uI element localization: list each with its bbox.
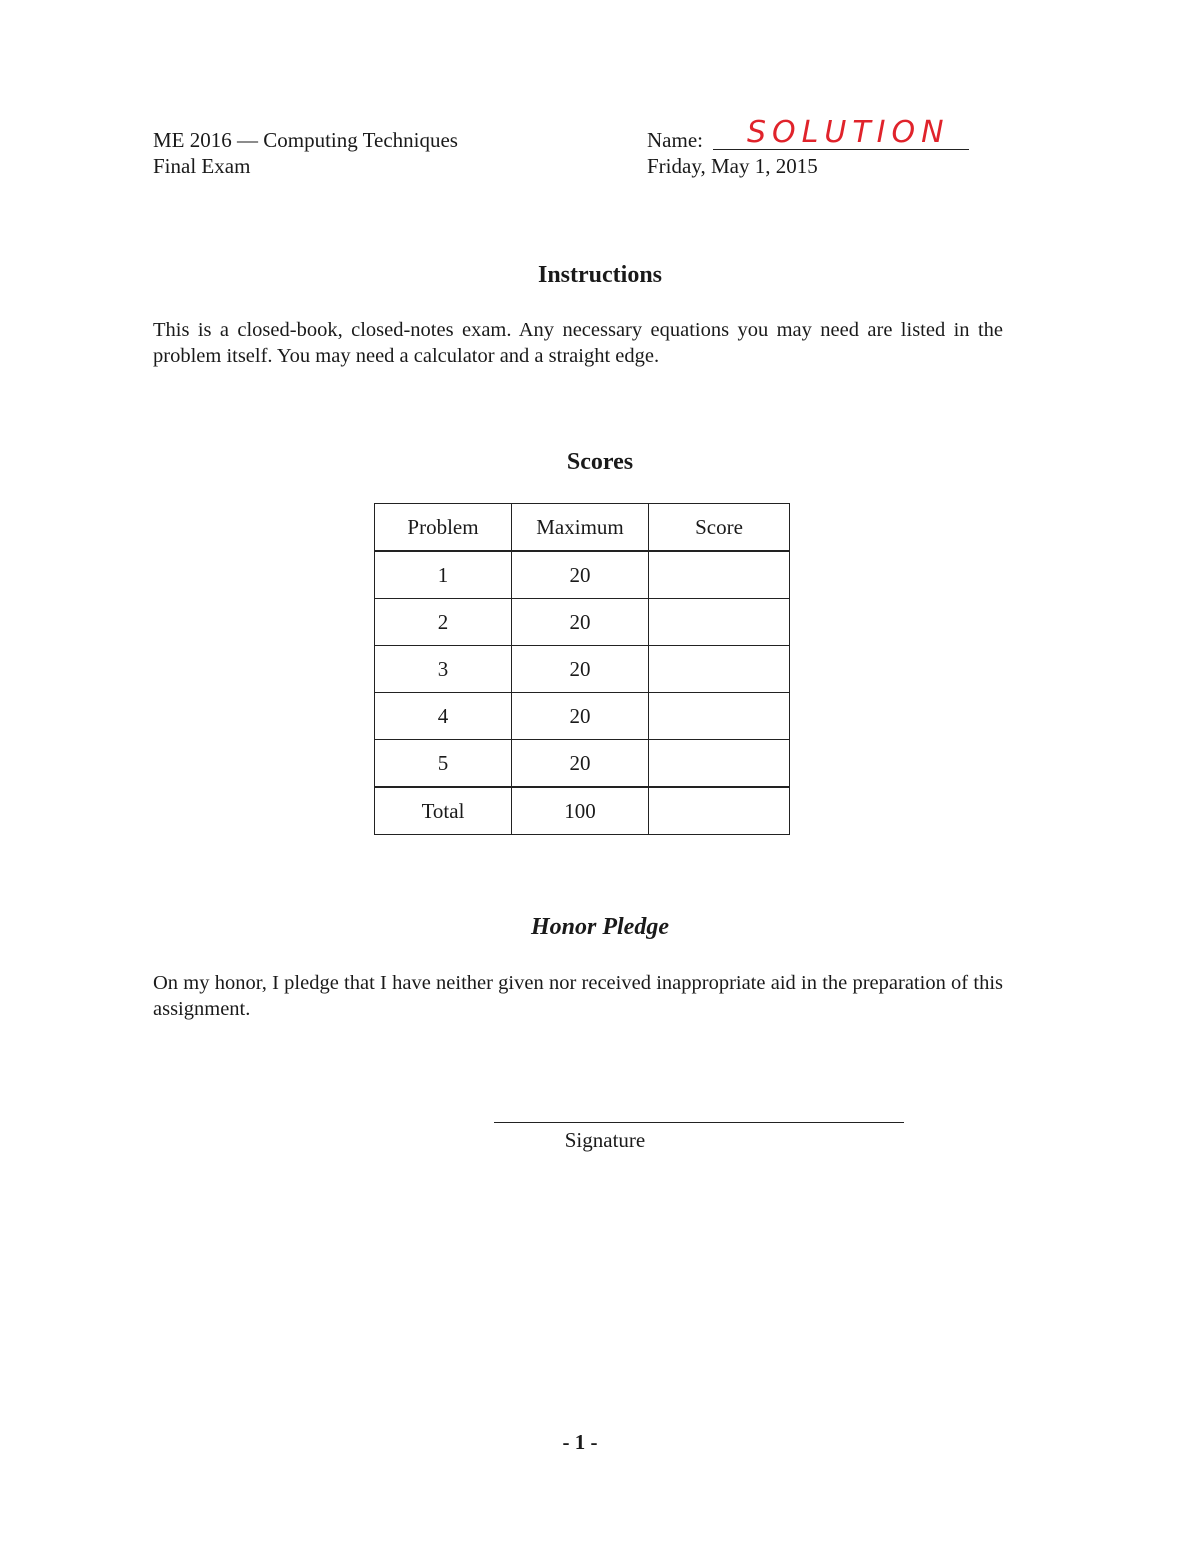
problem-cell: 3 bbox=[375, 646, 512, 693]
honor-pledge-heading: Honor Pledge bbox=[531, 914, 669, 940]
page-number: - 1 - bbox=[562, 1430, 598, 1454]
table-row bbox=[375, 740, 790, 788]
instructions-heading: Instructions bbox=[537, 262, 663, 288]
scores-table bbox=[374, 503, 790, 835]
signature-label: Signature bbox=[564, 1128, 646, 1152]
total-maximum-cell: 100 bbox=[512, 787, 649, 835]
maximum-cell: 20 bbox=[512, 740, 649, 788]
table-row bbox=[375, 693, 790, 740]
table-header-row bbox=[375, 504, 790, 552]
score-cell[interactable] bbox=[649, 646, 790, 693]
table-row bbox=[375, 551, 790, 599]
table-row bbox=[375, 646, 790, 693]
signature-line[interactable] bbox=[494, 1122, 904, 1123]
problem-cell: 1 bbox=[375, 551, 512, 599]
honor-pledge-text: On my honor, I pledge that I have neither given nor received inappropriate aid in the preparation of this assignment. bbox=[153, 972, 1003, 1020]
column-header-problem: Problem bbox=[375, 504, 512, 552]
column-header-score: Score bbox=[649, 504, 790, 552]
name-label: Name: bbox=[647, 128, 703, 152]
name-field bbox=[647, 115, 977, 153]
instructions-text: This is a closed-book, closed-notes exam. Any necessary equations you may need are listed in the problem itself. You may need a calculator and a straight edge. bbox=[153, 319, 1003, 367]
table-row bbox=[375, 599, 790, 646]
score-cell[interactable] bbox=[649, 693, 790, 740]
exam-title: Final Exam bbox=[153, 154, 251, 178]
maximum-cell: 20 bbox=[512, 551, 649, 599]
total-score-cell[interactable] bbox=[649, 787, 790, 835]
score-cell[interactable] bbox=[649, 740, 790, 788]
course-title: ME 2016 — Computing Techniques bbox=[153, 128, 458, 152]
score-cell[interactable] bbox=[649, 599, 790, 646]
name-handwritten-value: SOLUTION bbox=[747, 115, 950, 150]
score-cell[interactable] bbox=[649, 551, 790, 599]
problem-cell: 5 bbox=[375, 740, 512, 788]
problem-cell: 4 bbox=[375, 693, 512, 740]
table-total-row bbox=[375, 787, 790, 835]
problem-cell: 2 bbox=[375, 599, 512, 646]
column-header-maximum: Maximum bbox=[512, 504, 649, 552]
exam-date: Friday, May 1, 2015 bbox=[647, 154, 818, 178]
total-label-cell: Total bbox=[375, 787, 512, 835]
maximum-cell: 20 bbox=[512, 693, 649, 740]
maximum-cell: 20 bbox=[512, 599, 649, 646]
scores-heading: Scores bbox=[566, 449, 634, 475]
maximum-cell: 20 bbox=[512, 646, 649, 693]
